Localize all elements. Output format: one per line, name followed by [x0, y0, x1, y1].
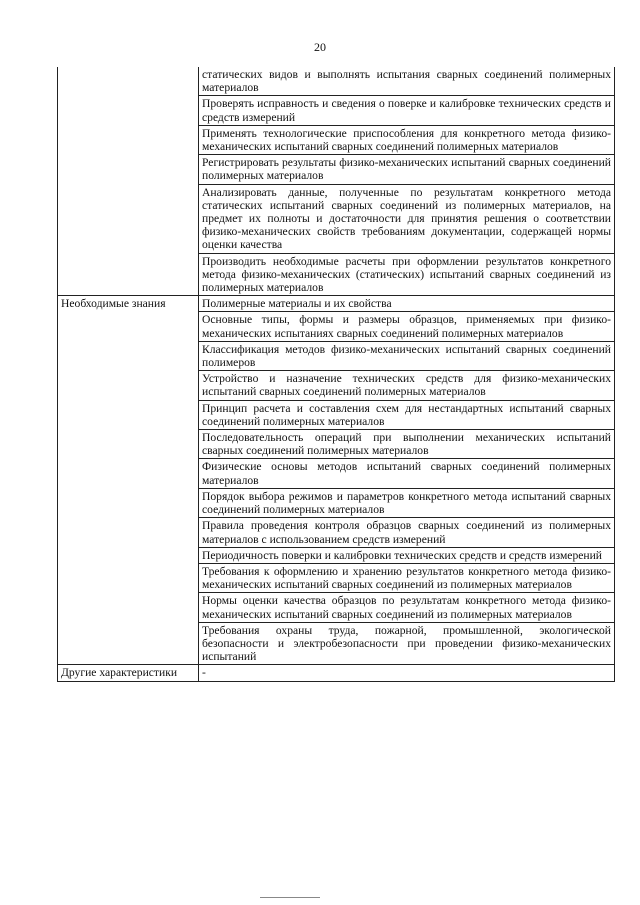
section-label: Другие характеристики: [58, 665, 199, 681]
requirements-table: [57, 67, 615, 682]
requirement-item: Периодичность поверки и калибровки технических средств и средств измерений: [199, 547, 615, 563]
table-row: [58, 665, 615, 681]
requirement-item: Требования охраны труда, пожарной, промышленной, экологической безопасности и электробезопасности при проведении физико-механических испытаний: [199, 622, 615, 665]
requirement-item: статических видов и выполнять испытания сварных соединений полимерных материалов: [199, 67, 615, 96]
requirement-item: Принцип расчета и составления схем для нестандартных испытаний сварных соединений полимерных материалов: [199, 400, 615, 429]
page-number: 20: [314, 40, 326, 54]
table-row: [58, 296, 615, 312]
requirement-item: Полимерные материалы и их свойства: [199, 296, 615, 312]
requirement-item: Производить необходимые расчеты при оформлении результатов конкретного метода физико-механических (статических) испытаний сварных соединений из полимерных материалов: [199, 253, 615, 296]
section-label: [58, 67, 199, 296]
requirement-item: Классификация методов физико-механических испытаний сварных соединений полимеров: [199, 341, 615, 370]
requirement-item: Анализировать данные, полученные по результатам конкретного метода статических испытаний сварных соединений из полимерных материалов, на предмет их полноты и достаточности для принятия решения о соответствии физико-механических свойств требованиям документации, содержащей нормы оценки качества: [199, 184, 615, 253]
section-label: Необходимые знания: [58, 296, 199, 665]
requirement-item: Регистрировать результаты физико-механических испытаний сварных соединений полимерных материалов: [199, 155, 615, 184]
requirement-item: Физические основы методов испытаний сварных соединений полимерных материалов: [199, 459, 615, 488]
requirement-item: Применять технологические приспособления для конкретного метода физико-механических испытаний сварных соединений полимерных материалов: [199, 125, 615, 154]
table-row: [58, 67, 615, 96]
table-body: [58, 67, 615, 681]
requirement-item: Требования к оформлению и хранению результатов конкретного метода физико-механических испытаний сварных соединений из полимерных материалов: [199, 563, 615, 592]
requirement-item: Устройство и назначение технических средств для физико-механических испытаний сварных соединений полимерных материалов: [199, 371, 615, 400]
requirement-item: Проверять исправность и сведения о поверке и калибровке технических средств и средств измерений: [199, 96, 615, 125]
requirement-item: Последовательность операций при выполнении механических испытаний сварных соединений полимерных материалов: [199, 430, 615, 459]
requirement-item: Правила проведения контроля образцов сварных соединений из полимерных материалов с использованием средств измерений: [199, 518, 615, 547]
requirement-item: Нормы оценки качества образцов по результатам конкретного метода физико-механических испытаний сварных соединений из полимерных материалов: [199, 593, 615, 622]
requirement-item: Основные типы, формы и размеры образцов, применяемых при физико-механических испытаниях сварных соединений полимерных материалов: [199, 312, 615, 341]
requirement-item: Порядок выбора режимов и параметров конкретного метода испытаний сварных соединений полимерных материалов: [199, 488, 615, 517]
requirement-item: -: [199, 665, 615, 681]
bottom-rule: [260, 897, 320, 898]
